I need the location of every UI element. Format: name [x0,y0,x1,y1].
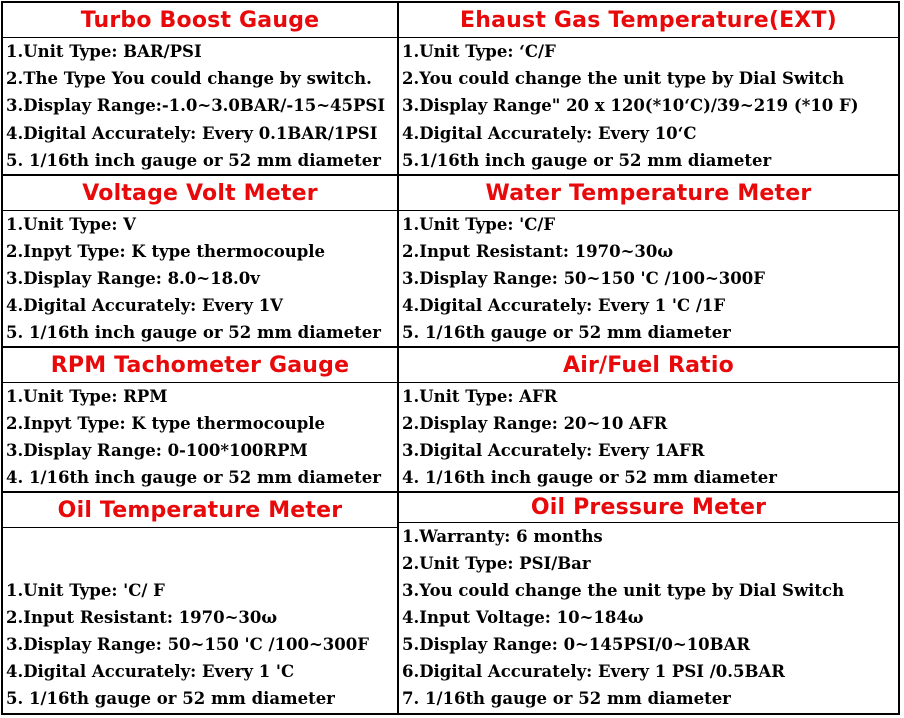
spec-line: 3.Display Range: 50~150 'C /100~300F [6,635,369,654]
section-title: Water Temperature Meter [399,176,898,211]
spec-line: 4. 1/16th inch gauge or 52 mm diameter [402,468,777,487]
spec-line: 5.1/16th inch gauge or 52 mm diameter [402,150,772,170]
spec-line: 3.Display Range: 50~150 'C /100~300F [402,269,765,288]
spec-line: 5. 1/16th gauge or 52 mm diameter [6,689,335,708]
table-row [3,348,898,491]
spec-line: 2.The Type You could change by switch. [6,69,372,89]
spec-line: 5. 1/16th gauge or 52 mm diameter [402,323,731,342]
section-title: Voltage Volt Meter [3,176,397,211]
spec-line: 1.Unit Type: V [6,215,136,234]
air-fuel-ratio-cell [399,348,898,491]
spec-line: 6.Digital Accurately: Every 1 PSI /0.5BAR [402,662,785,681]
section-title: RPM Tachometer Gauge [3,348,397,383]
spec-line: 7. 1/16th gauge or 52 mm diameter [402,689,731,708]
spec-list [3,528,397,713]
spec-list [3,38,397,174]
spec-line: 4.Digital Accurately: Every 1V [6,296,283,315]
spec-line: 2.You could change the unit type by Dial Switch [402,69,845,89]
spec-list [399,211,898,346]
section-title: Ehaust Gas Temperature(EXT) [399,3,898,38]
turbo-boost-gauge-cell [3,3,399,174]
spec-line: 2.Unit Type: PSI/Bar [402,554,591,573]
spec-list [3,383,397,491]
voltage-volt-meter-cell [3,176,399,346]
table-row [3,176,898,346]
section-title: Oil Temperature Meter [3,493,397,528]
spec-line: 5. 1/16th inch gauge or 52 mm diameter [6,323,381,342]
spec-list [3,211,397,346]
table-row [3,493,898,713]
spec-line: 4.Digital Accurately: Every 10‘C [402,123,697,143]
spec-line: 3.Display Range:-1.0~3.0BAR/-15~45PSI [6,96,386,116]
spec-table [1,1,900,715]
spec-line: 5. 1/16th inch gauge or 52 mm diameter [6,150,381,170]
section-title: Turbo Boost Gauge [3,3,397,38]
spec-line: 3.Digital Accurately: Every 1AFR [402,441,705,460]
exhaust-gas-temperature-cell [399,3,898,174]
spec-line: 4.Digital Accurately: Every 1 'C [6,662,295,681]
spec-line: 2.Inpyt Type: K type thermocouple [6,242,326,261]
spec-list [399,523,898,713]
spec-line: 1.Unit Type: 'C/F [402,215,556,234]
spec-line: 1.Warranty: 6 months [402,527,603,546]
oil-temperature-meter-cell [3,493,399,713]
spec-line: 1.Unit Type: 'C/ F [6,581,165,600]
spec-line: 3.Display Range: 8.0~18.0v [6,269,260,288]
spec-line: 3.Display Range" 20 x 120(*10‘C)/39~219 (*10 F) [402,96,859,116]
spec-line: 4.Digital Accurately: Every 1 'C /1F [402,296,726,315]
spec-line: 5.Display Range: 0~145PSI/0~10BAR [402,635,751,654]
section-title: Oil Pressure Meter [399,493,898,523]
spec-line: 4.Digital Accurately: Every 0.1BAR/1PSI [6,123,378,143]
spec-line: 4.Input Voltage: 10~184ω [402,608,644,627]
spec-line: 2.Inpyt Type: K type thermocouple [6,414,326,433]
spec-list [399,38,898,174]
spec-line: 2.Input Resistant: 1970~30ω [402,242,674,261]
spec-line: 1.Unit Type: BAR/PSI [6,42,202,62]
water-temperature-meter-cell [399,176,898,346]
spec-list [399,383,898,491]
spec-line: 4. 1/16th inch gauge or 52 mm diameter [6,468,381,487]
section-title: Air/Fuel Ratio [399,348,898,383]
spec-line: 1.Unit Type: ‘C/F [402,42,556,62]
rpm-tachometer-gauge-cell [3,348,399,491]
spec-line: 1.Unit Type: AFR [402,387,558,406]
oil-pressure-meter-cell [399,493,898,713]
spec-line: 2.Display Range: 20~10 AFR [402,414,668,433]
spec-line: 3.You could change the unit type by Dial Switch [402,581,845,600]
spec-line: 2.Input Resistant: 1970~30ω [6,608,278,627]
spec-line: 1.Unit Type: RPM [6,387,168,406]
table-row [3,3,898,174]
spec-line: 3.Display Range: 0-100*100RPM [6,441,308,460]
